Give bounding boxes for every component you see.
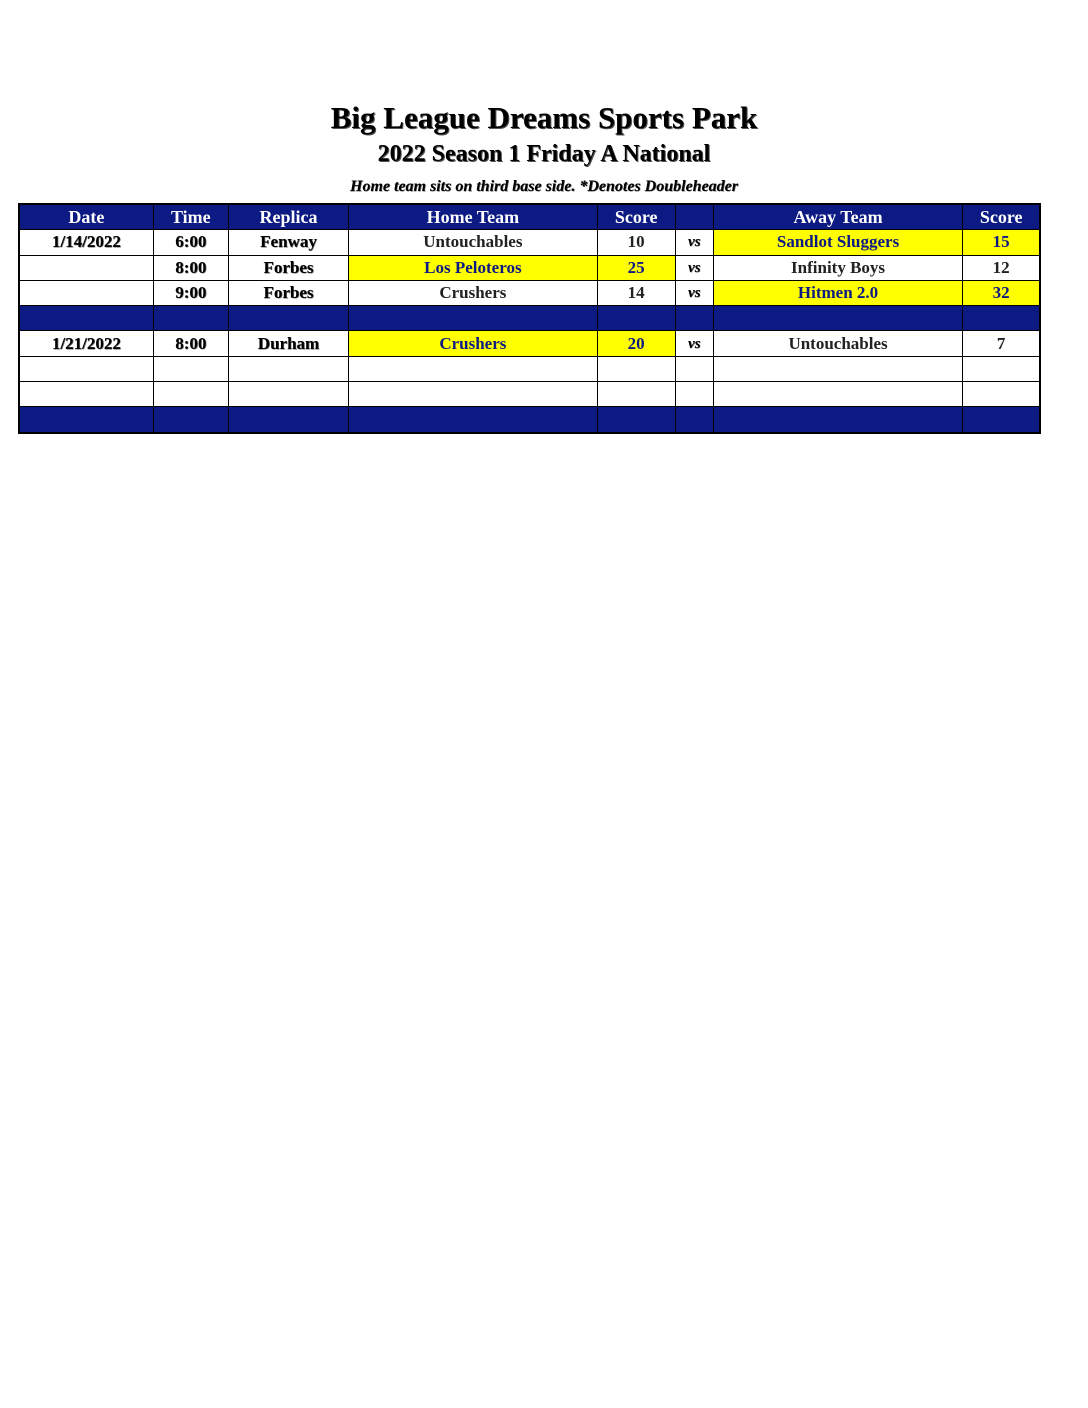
away-team: Hitmen 2.0 <box>713 280 962 305</box>
header-row <box>19 204 1040 230</box>
empty-cell <box>153 382 228 407</box>
game-row <box>19 331 1040 356</box>
empty-cell <box>675 382 713 407</box>
empty-cell <box>597 356 675 381</box>
separator-cell <box>349 407 597 433</box>
empty-cell <box>153 356 228 381</box>
home-team: Crushers <box>349 280 597 305</box>
week-separator-row <box>19 306 1040 331</box>
empty-cell <box>713 382 962 407</box>
game-row <box>19 255 1040 280</box>
empty-row <box>19 382 1040 407</box>
empty-cell <box>228 382 348 407</box>
away-team: Sandlot Sluggers <box>713 230 962 255</box>
separator-cell <box>349 306 597 331</box>
away-team: Infinity Boys <box>713 255 962 280</box>
home-score: 25 <box>597 255 675 280</box>
game-time: 8:00 <box>153 331 228 356</box>
col-header-vs <box>675 204 713 230</box>
vs-label: vs <box>675 255 713 280</box>
home-score: 14 <box>597 280 675 305</box>
game-replica: Fenway <box>228 230 348 255</box>
empty-cell <box>19 382 153 407</box>
separator-cell <box>153 306 228 331</box>
away-score: 12 <box>963 255 1040 280</box>
separator-cell <box>19 407 153 433</box>
vs-label: vs <box>675 331 713 356</box>
col-header-home-team: Home Team <box>349 204 597 230</box>
away-score: 7 <box>963 331 1040 356</box>
col-header-replica: Replica <box>228 204 348 230</box>
separator-cell <box>597 407 675 433</box>
separator-cell <box>713 306 962 331</box>
page-note: Home team sits on third base side. *Denotes Doubleheader <box>350 178 738 195</box>
separator-cell <box>228 306 348 331</box>
separator-cell <box>963 407 1040 433</box>
game-row <box>19 280 1040 305</box>
separator-cell <box>19 306 153 331</box>
empty-cell <box>349 356 597 381</box>
game-date: 1/21/2022 <box>19 331 153 356</box>
home-score: 10 <box>597 230 675 255</box>
page-subtitle: 2022 Season 1 Friday A National <box>377 141 711 167</box>
game-replica: Durham <box>228 331 348 356</box>
away-score: 32 <box>963 280 1040 305</box>
home-team: Crushers <box>349 331 597 356</box>
week-separator-row <box>19 407 1040 433</box>
game-replica: Forbes <box>228 255 348 280</box>
vs-label: vs <box>675 280 713 305</box>
home-team: Los Peloteros <box>349 255 597 280</box>
empty-cell <box>963 356 1040 381</box>
home-team: Untouchables <box>349 230 597 255</box>
game-replica: Forbes <box>228 280 348 305</box>
separator-cell <box>153 407 228 433</box>
col-header-away-score: Score <box>963 204 1040 230</box>
empty-cell <box>713 356 962 381</box>
separator-cell <box>228 407 348 433</box>
empty-cell <box>228 356 348 381</box>
empty-cell <box>963 382 1040 407</box>
vs-label: vs <box>675 230 713 255</box>
schedule-table <box>18 203 1041 434</box>
empty-cell <box>19 356 153 381</box>
separator-cell <box>675 407 713 433</box>
away-score: 15 <box>963 230 1040 255</box>
empty-cell <box>675 356 713 381</box>
empty-row <box>19 356 1040 381</box>
game-date <box>19 255 153 280</box>
empty-cell <box>349 382 597 407</box>
home-score: 20 <box>597 331 675 356</box>
game-time: 6:00 <box>153 230 228 255</box>
game-time: 8:00 <box>153 255 228 280</box>
game-date <box>19 280 153 305</box>
game-row <box>19 230 1040 255</box>
game-date: 1/14/2022 <box>19 230 153 255</box>
col-header-home-score: Score <box>597 204 675 230</box>
col-header-away-team: Away Team <box>713 204 962 230</box>
separator-cell <box>963 306 1040 331</box>
col-header-date: Date <box>19 204 153 230</box>
game-time: 9:00 <box>153 280 228 305</box>
separator-cell <box>713 407 962 433</box>
col-header-time: Time <box>153 204 228 230</box>
page-title: Big League Dreams Sports Park <box>330 100 758 135</box>
away-team: Untouchables <box>713 331 962 356</box>
empty-cell <box>597 382 675 407</box>
separator-cell <box>597 306 675 331</box>
separator-cell <box>675 306 713 331</box>
